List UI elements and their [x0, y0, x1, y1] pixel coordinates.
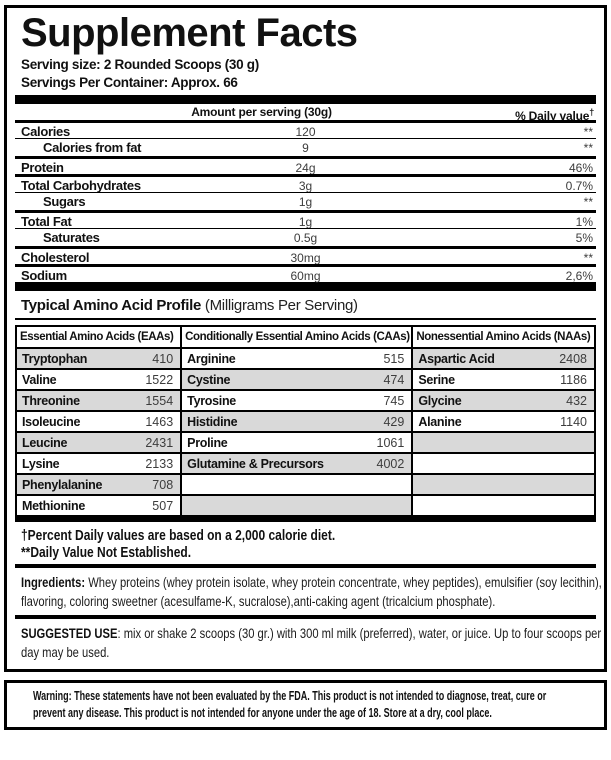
amino-column-header: Conditionally Essential Amino Acids (CAAs) [182, 327, 411, 347]
nutrition-daily-value: 1% [575, 215, 593, 229]
amino-value: 1061 [376, 435, 405, 450]
warning-label: Warning: [33, 689, 72, 703]
suggested-use-text [21, 624, 602, 661]
warning-body: These statements have not been evaluated by the FDA. This product is not intended to diagnose, treat, cure or prevent any disease. This product is not intended for anyone under the age of 18. Store at a dry, cool place. [33, 689, 547, 720]
amino-cell [182, 496, 411, 515]
amino-name: Serine [418, 372, 455, 387]
nutrition-label: Protein [21, 160, 64, 175]
amino-value: 432 [566, 393, 587, 408]
nutrition-daily-value: ** [583, 141, 593, 155]
suggested-use-label: SUGGESTED USE [21, 625, 118, 641]
nutrition-header-row [15, 104, 596, 123]
nutrition-label: Calories [21, 124, 70, 139]
not-established-footnote: **Daily Value Not Established. [21, 544, 192, 561]
amino-name: Lysine [22, 456, 60, 471]
amino-name: Phenylalanine [22, 477, 103, 492]
nutrition-daily-value: ** [583, 251, 593, 265]
amino-value: 1140 [560, 414, 587, 429]
nutrition-row [15, 228, 596, 246]
amino-cell [182, 349, 411, 368]
amino-column-header: Essential Amino Acids (EAAs) [17, 327, 180, 347]
amino-name: Histidine [187, 414, 238, 429]
amino-cell [182, 433, 411, 452]
nutrition-label: Cholesterol [21, 250, 90, 265]
nutrition-label: Saturates [43, 230, 100, 245]
amino-cell [17, 496, 180, 515]
nutrition-label: Total Fat [21, 214, 72, 229]
amino-cell [17, 391, 180, 410]
amino-value: 708 [152, 477, 174, 492]
amino-value: 429 [383, 414, 405, 429]
nutrition-label: Calories from fat [43, 140, 142, 155]
amino-cell [413, 475, 594, 494]
nutrition-amount: 24g [295, 161, 316, 175]
nutrition-daily-value: 0.7% [565, 179, 593, 193]
nutrition-amount: 9 [302, 141, 309, 155]
warning-panel [4, 680, 607, 730]
warning-text [33, 688, 578, 722]
nutrition-row [15, 156, 596, 174]
amino-cell [413, 349, 594, 368]
servings-per-container-line: Servings Per Container: Approx. 66 [21, 75, 238, 90]
amino-cell [182, 454, 411, 473]
section-divider-bar [15, 564, 596, 568]
amino-value: 2431 [145, 435, 174, 450]
serving-size-line: Serving size: 2 Rounded Scoops (30 g) [21, 57, 259, 72]
amino-value: 1463 [145, 414, 174, 429]
amino-profile-subtitle: (Milligrams Per Serving) [204, 297, 358, 314]
amino-cell [17, 370, 180, 389]
amino-name: Glutamine & Precursors [187, 456, 324, 471]
nutrition-row [15, 138, 596, 156]
amino-value: 4002 [376, 456, 405, 471]
amino-value: 1522 [145, 372, 174, 387]
amino-name: Threonine [22, 393, 80, 408]
amino-name: Proline [187, 435, 228, 450]
label-main-panel [4, 5, 607, 672]
amino-cell [17, 412, 180, 431]
amino-value: 507 [152, 498, 174, 513]
amino-name: Aspartic Acid [418, 351, 495, 366]
nutrition-amount: 1g [298, 215, 313, 229]
amino-value: 2133 [145, 456, 174, 471]
amino-value: 1186 [560, 372, 587, 387]
nutrition-daily-value: ** [583, 125, 593, 139]
ingredients-body: Whey proteins (whey protein isolate, whey protein concentrate, whey peptides), emulsifier (soy lecithin), flavoring, coloring sweetner (acesulfame-K, sucralose),anti-caking agent (tricalcium phosphate). [21, 574, 602, 609]
amino-value: 2408 [559, 351, 587, 366]
nutrition-amount: 120 [295, 125, 316, 139]
amino-name: Valine [22, 372, 57, 387]
daily-value-header-text: % Daily value [515, 109, 590, 123]
amino-acid-table [15, 325, 596, 517]
nutrition-label: Sodium [21, 268, 67, 283]
amino-name: Methionine [22, 498, 85, 513]
section-divider-bar [15, 517, 596, 522]
amino-cell [17, 349, 180, 368]
nutrition-row [15, 246, 596, 264]
nutrition-amount: 3g [298, 179, 313, 193]
amino-name: Tyrosine [187, 393, 236, 408]
amino-name: Glycine [418, 393, 462, 408]
nutrition-table [15, 120, 596, 282]
supplement-facts-label [0, 5, 611, 760]
amino-name: Cystine [187, 372, 231, 387]
section-divider-bar [15, 615, 596, 619]
nutrition-row [15, 264, 596, 282]
nutrition-row [15, 174, 596, 192]
nutrition-row [15, 210, 596, 228]
amino-cell [413, 433, 594, 452]
nutrition-amount: 60mg [290, 269, 321, 283]
amino-name: Isoleucine [22, 414, 81, 429]
amino-name: Arginine [187, 351, 236, 366]
suggested-use-body: : mix or shake 2 scoops (30 gr.) with 300 ml milk (preferred), water, or juice. Up to four scoops per day may be used. [21, 625, 602, 660]
amino-cell [413, 370, 594, 389]
amino-name: Tryptophan [22, 351, 88, 366]
amino-cell [413, 412, 594, 431]
amino-cell [182, 370, 411, 389]
amino-value: 745 [383, 393, 405, 408]
amino-cell [17, 454, 180, 473]
nutrition-amount: 30mg [290, 251, 321, 265]
amino-profile-title [15, 295, 596, 320]
amino-cell [413, 496, 594, 515]
amino-cell [413, 454, 594, 473]
amount-per-serving-header: Amount per serving (30g) [191, 105, 332, 119]
amino-name: Alanine [418, 414, 462, 429]
nutrition-amount: 1g [298, 195, 313, 209]
amino-cell [182, 391, 411, 410]
daily-value-footnote: †Percent Daily values are based on a 2,000 calorie diet. [21, 527, 336, 544]
nutrition-daily-value: 2,6% [565, 269, 593, 283]
amino-profile-title-text: Typical Amino Acid Profile [21, 297, 202, 314]
amino-cell [17, 475, 180, 494]
dagger-mark: † [589, 107, 594, 117]
ingredients-text [21, 573, 602, 610]
amino-name: Leucine [22, 435, 68, 450]
footnotes [21, 527, 602, 561]
section-divider-bar [15, 95, 596, 104]
ingredients-label: Ingredients: [21, 574, 86, 590]
nutrition-daily-value: 46% [568, 161, 593, 175]
amino-value: 515 [383, 351, 405, 366]
amino-value: 474 [383, 372, 405, 387]
nutrition-row [15, 120, 596, 138]
amino-cell [182, 475, 411, 494]
nutrition-row [15, 192, 596, 210]
label-title: Supplement Facts [21, 11, 358, 55]
nutrition-label: Total Carbohydrates [21, 178, 141, 193]
amino-cell [17, 433, 180, 452]
amino-column-header: Nonessential Amino Acids (NAAs) [413, 327, 594, 347]
amino-value: 410 [152, 351, 174, 366]
nutrition-label: Sugars [43, 194, 86, 209]
nutrition-daily-value: ** [583, 195, 593, 209]
amino-cell [182, 412, 411, 431]
amino-cell [413, 391, 594, 410]
amino-value: 1554 [145, 393, 174, 408]
nutrition-daily-value: 5% [575, 231, 593, 245]
nutrition-amount: 0.5g [293, 231, 318, 245]
